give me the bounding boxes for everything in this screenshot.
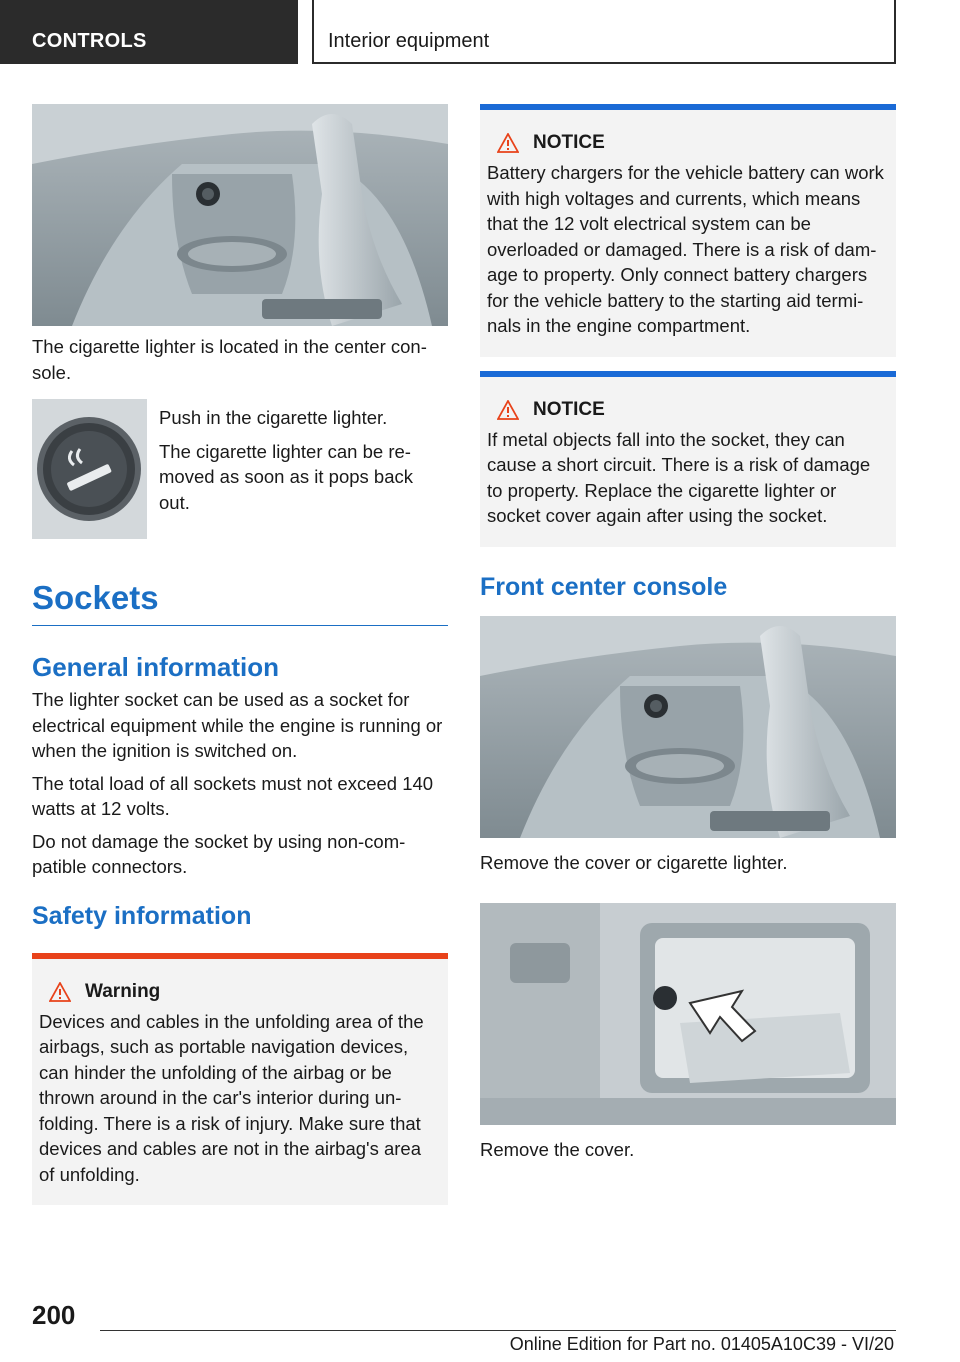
- caption-remove-cover-or-lighter: Remove the cover or cigarette lighter.: [480, 851, 788, 873]
- notice2-title-text: NOTICE: [533, 398, 605, 420]
- warning-text: Devices and cables in the unfolding area of the airbags, such as portable navigation devices, can hinder the unfolding of the airbag or be thrown around in the car's interior during un‐folding. There is a risk of injury. Make sure that devices and cables are not in the airbag's area of unfolding.: [39, 1010, 424, 1185]
- general-p2: The total load of all sockets must not exceed 140 watts at 12 volts.: [32, 772, 434, 819]
- front-console-image: [480, 616, 896, 838]
- notice1-text: Battery chargers for the vehicle battery can work with high voltages and currents, which means that the 12 volt electrical system can be overloaded or damaged. There is a risk of dam‐age to property. Only connect battery chargers for the vehicle battery to the starting aid termi‐nals in the engine compartment.: [487, 162, 884, 336]
- lighter-row: [32, 399, 448, 539]
- push-in-text: Push in the cigarette lighter.: [159, 407, 388, 428]
- warning-title: [39, 981, 441, 1003]
- notice2-text: If metal objects fall into the socket, they can cause a short circuit. There is a risk of damage to property. Replace the cigarette lighter or socket cover again after using the socket.: [487, 428, 871, 526]
- chapter-label: Interior equipment: [328, 30, 490, 52]
- section-tab: [0, 0, 298, 64]
- warning-box: [32, 953, 448, 1206]
- notice2-title: [487, 399, 889, 421]
- right-column: [480, 104, 896, 1163]
- safety-information-heading: Safety information: [32, 901, 252, 930]
- general-p1: The lighter socket can be used as a socket for electrical equipment while the engine is running or when the ignition is switched on.: [32, 689, 443, 761]
- general-information-heading: General information: [32, 652, 280, 682]
- edition-text: Online Edition for Part no. 01405A10C39 - VI/20: [509, 1334, 894, 1354]
- notice-box-charger: [480, 104, 896, 357]
- warning-triangle-icon: [497, 133, 519, 153]
- notice-box-metal: [480, 371, 896, 547]
- footer-divider: [100, 1330, 896, 1331]
- general-p3: Do not damage the socket by using non-com‐patible connectors.: [32, 830, 406, 877]
- section-label: CONTROLS: [32, 30, 147, 52]
- caption-remove-cover: Remove the cover.: [480, 1139, 635, 1160]
- removable-text: The cigarette lighter can be re‐moved as soon as it pops back out.: [159, 440, 414, 513]
- cigarette-lighter-image: [32, 399, 147, 539]
- storage-compartment-image: [480, 903, 896, 1125]
- center-console-image: [32, 104, 448, 326]
- page-number: 200: [32, 1300, 76, 1330]
- chapter-tab: [312, 0, 896, 64]
- warning-triangle-icon: [49, 982, 71, 1002]
- notice1-title: [487, 132, 889, 154]
- sockets-heading: Sockets: [32, 579, 448, 626]
- front-center-console-heading: Front center console: [480, 572, 728, 601]
- notice1-title-text: NOTICE: [533, 132, 605, 153]
- left-column: [32, 104, 448, 1205]
- warning-title-text: Warning: [85, 980, 161, 1002]
- lighter-location-text: The cigarette lighter is located in the center con‐sole.: [32, 336, 427, 383]
- warning-triangle-icon: [497, 400, 519, 420]
- lighter-instructions: [159, 399, 448, 539]
